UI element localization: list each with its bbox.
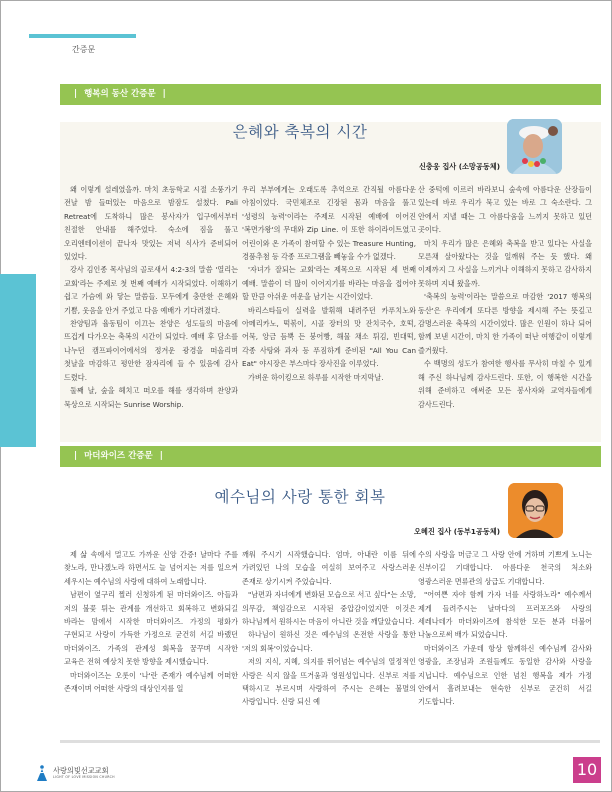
article2-column-1 [64,548,238,695]
paragraph: 왜 이렇게 설레였을까. 마치 초등학교 시절 소풍가기 전날 밤 들떠있는 마음으로 밤잠도 설쳤다. Pali Retreat에 도착하니 많은 봉사자가 입구에서부터 친절한 안내를 해주었다. 숙소에 짐을 풀고 오리엔테이션이 끝나자 맛있는 저녁 식사가 준비되어 있었다. [64,185,238,262]
article1-byline: 신충웅 집사 (소망공동체) [418,162,500,171]
paragraph: '자녀가 잘되는 교회'라는 제목으로 시작된 세 번째 예배. 말씀이 더 많이 이어지기를 바라는 마음을 접어야 할 만큼 아쉬운 여운을 남기는 시간이었다. [242,265,416,302]
paragraph: "남편과 자녀에게 변화된 모습으로 서고 싶다"는 소망, 의무감, 책임감으로 시작된 중압감이었지만 이것은 하나님께서 원하시는 마음이 아니란 것을 깨달았습니다. [242,590,416,627]
band-bar-right: | [159,451,163,461]
paragraph: 찬양팀과 율동팀이 이끄는 찬양은 성도들의 마음에 뜨겁게 다가오는 축복의 시간이 되었다. 예배 후 담소를 나누던 캠프파이어에서의 정겨운 광경을 떠올리며 첫날을 마감하고 평안한 잠자리에 들 수 있음에 감사 드렸다. [64,319,238,382]
paragraph: 둘째 날, 숲을 헤치고 떠오를 해를 생각하며 찬양과 묵상으로 시작되는 Sunrise Worship. [64,386,238,409]
paragraph: 바리스타들이 실력을 발휘해 내려주던 카푸치노와 아메리카노, 떡볶이, 시골 장터의 맛 잔치국수, 호떡, 어묵, 앙금 듬뿍 든 붕어빵, 해물 채소 튀김, 빈대떡, 각종 사탕와 과자 등 푸짐하게 준비된 "All You Can Eat" 야시장은 부스마다 장사진을 이루었다. [242,305,416,369]
article1-column-3 [418,183,592,411]
paragraph: 가벼운 하이킹으로 하루를 시작한 마지막날. [248,372,384,382]
article2-author-photo [508,483,563,538]
article1-title: 은혜와 축복의 시간 [232,123,368,141]
paragraph: 강사 김인종 목사님의 골로새서 4:2-3의 말씀 '열리는 교회'라는 주제로 첫 번째 예배가 시작되었다. 이해하기 쉽고 가슴에 와 닿는 말씀들. 모두에게 충만한 은혜와 기쁨, 웃음을 안겨 주었고 다음 예배가 기다려졌다. [64,265,238,315]
church-name-english: LIGHT OF LOVE MISSION CHURCH [53,775,115,779]
article1-section-band [60,84,601,105]
paragraph: 우리 부부에게는 오래도록 추억으로 간직될 아름다운 아침이었다. 국민체조로 긴장된 몸과 마음을 풀고 '성령의 능력'이라는 주제로 시작된 예배에 이어진 '복면가왕'의 무대와 Zip Line. 이 또한 하이라이트였고 어린이와 온 가족이 참여할 수 있는 Treasure Hunting, 경품추첨 등 각종 프로그램을 빼놓을 수가 없겠다. [242,185,416,262]
paragraph: '축복의 능력'이라는 말씀으로 마감한 '2017 행복의 동산'은 우리에게 또다른 방향을 제시해 주는 뜻깊고 감명스러운 축복의 시간이었다. 많은 인원이 하나 되어 함께 보낸 시간이, 마치 한 가족이 떠난 여행같이 이렇게 즐거웠다. [418,292,592,355]
article1-band-label: 행복의 동산 간증문 [84,89,156,99]
paragraph: 수의 사랑을 머금고 그 사랑 안에 거하며 기쁘게 노니는 신부이길 기대합니다. 아름다운 천국의 처소와 영광스러운 면류관의 상급도 기대합니다. [418,550,592,586]
paragraph: 마더와이즈는 오롯이 '나'란 존재가 예수님께 어떠한 존재이며 어떠한 사랑의 대상인지를 일 [64,670,238,694]
church-logo-icon [36,765,48,781]
band-bar-right: | [162,89,166,99]
footer-rule [60,740,600,743]
paragraph: 깨워 주시기 시작했습니다. 엄마, 아내란 이름 뒤에 가려있던 나의 모습을 여실히 보여주고 사랑스러운 존재로 상기시켜 주었습니다. [242,550,416,586]
section-name: 간증문 [72,45,96,54]
paragraph: 마치 우리가 많은 은혜와 축복을 받고 있다는 사실을 모른채 살아왔다는 것을 일깨워 주는 듯 했다. 왜 이제까지 그 사실을 느끼거나 이해하지 못하고 감사하지 못하며 지내 왔을까. [418,238,592,288]
article1-column-1 [64,183,238,411]
side-tab [0,274,36,703]
article2-title: 예수님의 사랑 통한 회복 [214,488,386,506]
paragraph: "어여쁜 자야 함께 가자 너를 사랑하노라" 예수께서 제게 들려주시는 날마다의 프러포즈와 사랑의 세레나데가 마더와이즈에 참석한 모든 분과 더불어 나눔으로써 배가 되었습니다. [418,590,592,640]
church-name: 사랑의빛선교교회 [53,766,109,775]
article2-column-2 [242,548,416,709]
paragraph: 제 삶 속에서 멀고도 가까운 신앙 간증! 날마다 주를 찾노라, 만나겠노라 하면서도 늘 넘어지는 저를 일으켜 세우시는 예수님의 사랑에 대하여 노래합니다. [64,550,238,586]
paragraph: 저의 지식, 지혜, 의지를 뛰어넘는 예수님의 열정적인 사랑은 식지 않을 뜨거움과 영원성입니다. 신부로 저를 택하시고 부르시며 사랑하여 주시는 은혜는 불멸의 사랑입니다. 신랑 되신 예 [242,657,416,707]
band-bar-left: | [74,89,78,99]
article1-author-photo [507,119,562,174]
article2-byline: 오혜진 집사 (동부1공동체) [413,527,500,536]
page-number: 10 [573,757,601,783]
author-portrait-icon [508,483,563,538]
paragraph: 산 중턱에 이르러 바라보니 숲속에 아름다운 산장들이 있는데 바로 우리가 묵고 있는 바로 그 숙소란다. 그 안에서 지낼 때는 그 아름다움을 느끼지 못하고 있던 곳이다. [418,185,592,235]
band-bar-left: | [74,451,78,461]
author-portrait-icon [507,119,562,174]
article1-column-2 [242,183,416,384]
paragraph: 수 백명의 성도가 참여한 행사를 무사히 마칠 수 있게 해 주신 하나님께 감사드린다. 또한, 이 행복한 시간을 위해 준비하고 애써준 모든 봉사자와 교역자들에게 감사드린다. [418,359,592,409]
paragraph: 마더와이즈 가운데 항상 함께하신 예수님께 감사와 영광을, 조장님과 조원들께도 동일한 감사와 사랑을 지닙니다. 예수님으로 인한 넘친 행복을 제가 가정 안에서 흘려보내는 현숙한 신부로 굳건히 서길 기도합니다. [418,643,592,707]
header-accent-rule [29,34,136,38]
paragraph: 하나님이 원하신 것은 예수님의 온전한 사랑을 통한 '저의 회복'이었습니다. [242,630,416,653]
article2-section-band [60,446,601,467]
article2-column-3 [418,548,592,709]
side-tab-text: MAY. 2017 LOLMC TIMES | www.lolmc.org [14,565,22,703]
article2-band-label: 마더와이즈 간증문 [84,451,153,461]
paragraph: 남편이 옆구리 찔러 신청하게 된 마더와이즈. 아들과 저의 불꽃 튀는 관계를 개선하고 회복하고 변화되길 바라는 맘에서 시작한 마더와이즈. 가정의 평화가 구현되고 사랑이 가득한 가정으로 굳건히 서길 바랬던 마더와이즈. 가족의 관계성 회복을 꿈꾸며 시작한 교육은 전혀 예상치 못한 방향을 제시했습니다. [64,590,238,667]
